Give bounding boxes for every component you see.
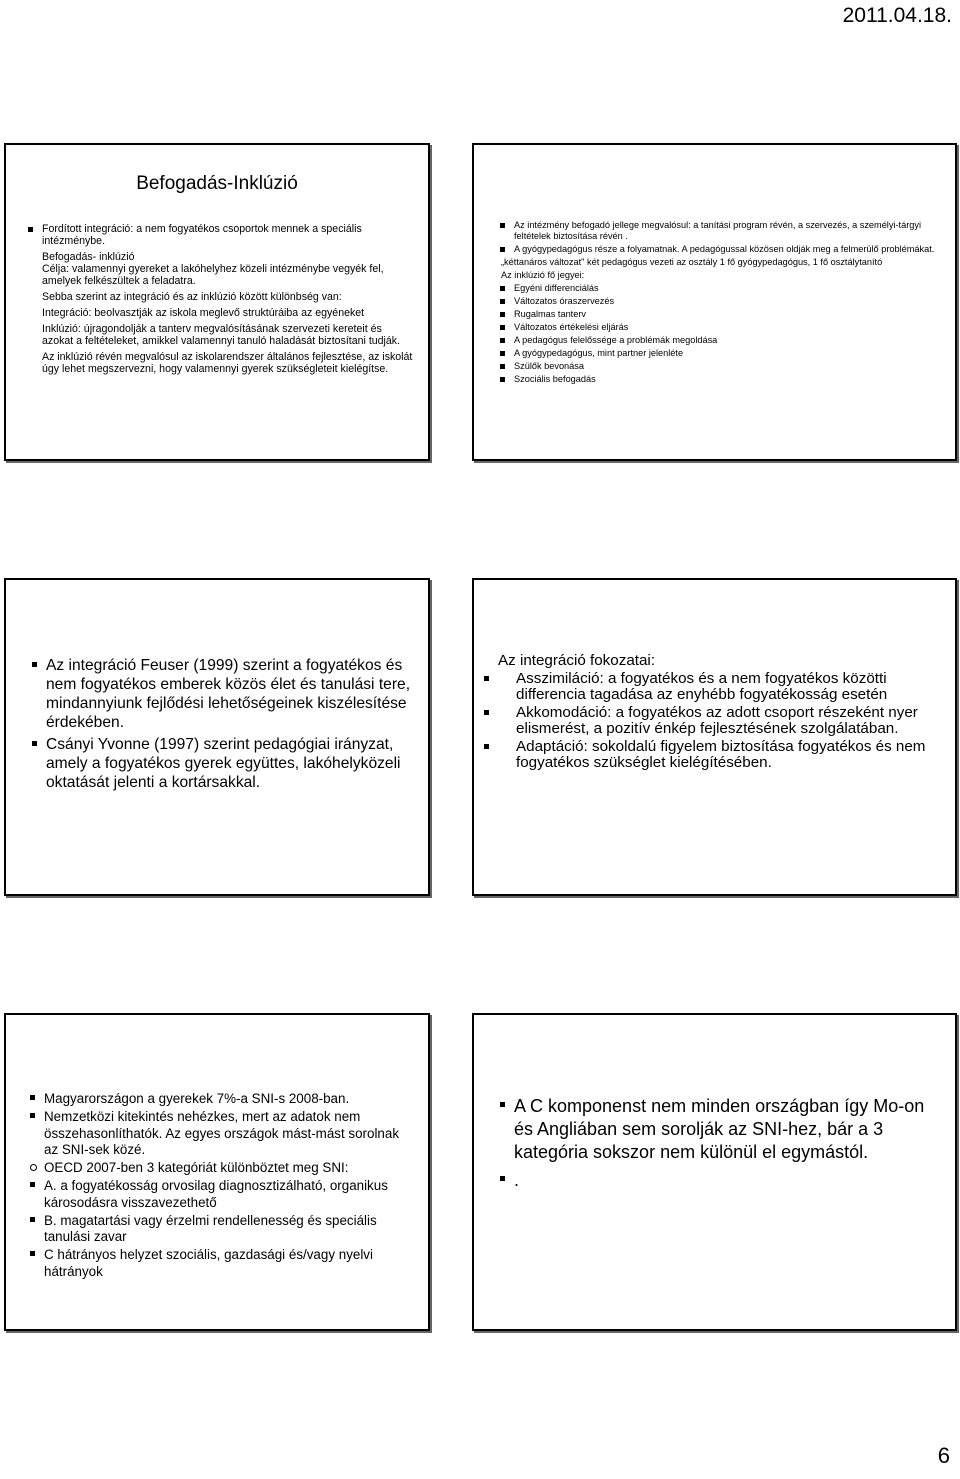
list-item: Egyéni differenciálás	[514, 283, 947, 294]
list-item: Magyarországon a gyerekek 7%-a SNI-s 2008-ban.	[44, 1091, 414, 1108]
list-item: A gyógypedagógus, mint partner jelenléte	[514, 348, 947, 359]
slide-bullet-list	[44, 1091, 414, 1282]
list-item: Az inklúzió fő jegyei:	[501, 269, 585, 280]
slide-bullet-list	[46, 656, 412, 795]
list-item: Befogadás- inklúzió	[42, 251, 135, 263]
slide-4	[472, 578, 957, 896]
list-item: B. magatartási vagy érzelmi rendellenesség és speciális tanulási zavar	[44, 1213, 414, 1246]
slide-6	[472, 1013, 957, 1331]
list-item: Szülők bevonása	[514, 361, 947, 372]
list-item: Integráció: beolvasztják az iskola meglevő struktúráiba az egyéneket	[42, 307, 365, 319]
list-item: A C komponenst nem minden országban így Mo-on és Angliában sem sorolják az SNI-hez, bár a 3 kategória sokszor nem különül el egymástól.	[514, 1095, 935, 1164]
list-item: „kéttanáros változat" két pedagógus vezeti az osztály 1 fő gyógypedagógus, 1 fő osztálytanító	[501, 256, 883, 267]
slide-3	[4, 578, 430, 896]
slide-bullet-list	[501, 220, 947, 387]
list-item: Szociális befogadás	[514, 374, 947, 385]
list-item: Célja: valamennyi gyereket a lakóhelyhez közeli intézménybe vegyék fel, amelyek felkészültek a feladatra.	[42, 263, 384, 287]
list-item: Akkomodáció: a fogyatékos az adott csoport részeként nyer elismerést, a pozitív énkép fejlesztésének szolgálatában.	[498, 705, 945, 738]
list-item: C hátrányos helyzet szociális, gazdasági és/vagy nyelvi hátrányok	[44, 1247, 414, 1280]
list-item: Fordított integráció: a nem fogyatékos csoportok mennek a speciális intézménybe.	[42, 223, 414, 247]
slide-bullet-list	[42, 223, 414, 379]
list-item: Rugalmas tanterv	[514, 309, 947, 320]
list-item: Nemzetközi kitekintés nehézkes, mert az adatok nem összehasonlíthatók. Az egyes országok mást-mást sorolnak az SNI-sek közé.	[44, 1109, 414, 1159]
list-item: Az integráció fokozatai:	[498, 652, 656, 669]
slide-title: Befogadás-Inklúzió	[136, 173, 298, 194]
slide-2	[472, 143, 957, 461]
list-item: Az integráció Feuser (1999) szerint a fogyatékos és nem fogyatékos emberek közös élet és tanulási tere, mindannyiunk fejlődési lehetőségeinek kiszélesítése érdekében.	[46, 657, 411, 731]
list-item: Inklúzió: újragondolják a tanterv megvalósításának szervezeti kereteit és azokat a feltételeket, amikkel valamennyi tanuló haladását biztosítani tudják.	[42, 323, 401, 347]
list-item: A. a fogyatékosság orvosilag diagnosztizálható, organikus károsodásra visszavezethető	[44, 1178, 414, 1211]
list-item: Változatos óraszervezés	[514, 296, 947, 307]
slide-bullet-list	[498, 653, 945, 773]
list-item: Az intézmény befogadó jellege megvalósul: a tanítási program révén, a szervezés, a személyi-tárgyi feltételek biztosítása révén .	[514, 220, 947, 241]
list-item: OECD 2007-ben 3 kategóriát különböztet meg SNI:	[44, 1160, 414, 1177]
list-item: Sebba szerint az integráció és az inklúzió között különbség van:	[42, 291, 342, 303]
list-item: A gyógypedagógus része a folyamatnak. A pedagógussal közösen oldják meg a felmerülő problémákat.	[514, 244, 947, 255]
list-item: Csányi Yvonne (1997) szerint pedagógiai irányzat, amely a fogyatékos gyerek együttes, lakóhelyközeli oktatását jelenti a kortársakkal.	[46, 735, 412, 792]
list-item: Adaptáció: sokoldalú figyelem biztosítása fogyatékos és nem fogyatékos szükséglet kielégítésében.	[498, 739, 945, 772]
list-item: A pedagógus felelőssége a problémák megoldása	[514, 335, 947, 346]
header-date: 2011.04.18.	[842, 4, 952, 27]
list-item: Az inklúzió révén megvalósul az iskolarendszer általános fejlesztése, az iskolát úgy lehet megszervezni, hogy valamennyi gyerek szükségleteit kielégítse.	[42, 351, 413, 375]
page-number: 6	[937, 1443, 950, 1468]
list-item: .	[514, 1169, 935, 1192]
list-item: Változatos értékelési eljárás	[514, 322, 947, 333]
list-item: Asszimiláció: a fogyatékos és a nem fogyatékos közötti differencia tagadása az enyhébb fogyatékosság esetén	[498, 671, 945, 704]
slide-5	[4, 1013, 430, 1331]
slide-bullet-list	[514, 1095, 935, 1197]
slide-1	[4, 143, 430, 461]
